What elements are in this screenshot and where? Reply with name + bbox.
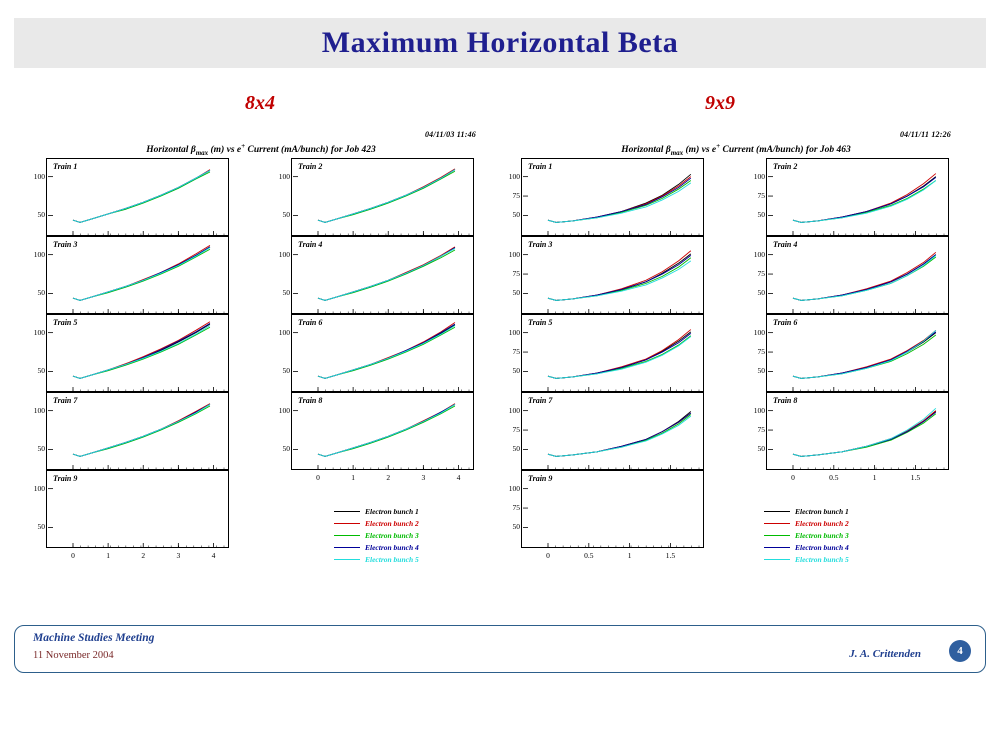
legend-label: Electron bunch 3: [365, 530, 419, 540]
footer-meeting: Machine Studies Meeting: [33, 632, 155, 644]
caption-part-1: Horizontal β: [146, 145, 196, 156]
x-tick-label: 3: [421, 473, 426, 482]
legend-row: [334, 553, 419, 565]
panel-label: Train 8: [298, 396, 323, 405]
plot-panel-train-1[interactable]: [508, 158, 704, 236]
legend-label: Electron bunch 1: [365, 506, 419, 516]
y-tick-label: 75: [512, 425, 520, 435]
panel-canvas: [292, 159, 475, 237]
series-line: [548, 413, 691, 456]
y-tick-label: 100: [278, 171, 290, 181]
legend-line-swatch: [334, 511, 360, 512]
slide-footer: [14, 625, 986, 673]
legend-row: [764, 553, 849, 565]
series-line: [793, 411, 936, 456]
series-line: [318, 169, 455, 223]
panel-label: Train 3: [528, 240, 553, 249]
y-tick-label: 100: [508, 327, 520, 337]
series-line: [318, 404, 455, 456]
y-tick-label: 50: [282, 288, 290, 298]
series-line: [548, 416, 691, 456]
series-line: [318, 170, 455, 223]
caption-part-1: Horizontal β: [621, 145, 671, 156]
panel-label: Train 3: [53, 240, 78, 249]
y-tick-label: 50: [282, 444, 290, 454]
caption-superscript: +: [716, 142, 721, 150]
y-tick-label: 75: [512, 269, 520, 279]
legend-row: [334, 517, 419, 529]
series-line: [318, 250, 455, 300]
y-tick-label: 100: [508, 405, 520, 415]
legend-line-swatch: [764, 547, 790, 548]
y-tick-label: 50: [757, 366, 765, 376]
group-heading-8x4: 8x4: [245, 92, 275, 114]
y-tick-label: 100: [33, 405, 45, 415]
series-line: [73, 247, 210, 301]
panel-label: Train 4: [773, 240, 798, 249]
plot-panel-train-5[interactable]: [33, 314, 229, 392]
series-line: [793, 257, 936, 300]
series-line: [318, 171, 455, 222]
x-tick-label: 0: [546, 551, 550, 560]
page-number-badge: 4: [949, 640, 971, 662]
x-tick-label: 1: [351, 473, 355, 482]
series-line: [318, 406, 455, 456]
series-line: [73, 324, 210, 378]
plot-panel-train-8[interactable]: [278, 392, 474, 482]
series-line: [548, 258, 691, 301]
legend-line-swatch: [334, 523, 360, 524]
series-line: [548, 336, 691, 379]
plot-panel-train-7[interactable]: [508, 392, 704, 470]
series-line: [73, 404, 210, 457]
x-tick-label: 2: [386, 473, 391, 482]
series-line: [793, 332, 936, 379]
x-tick-label: 0.5: [584, 551, 594, 560]
x-tick-label: 1: [627, 551, 632, 560]
series-line: [73, 404, 210, 456]
series-line: [73, 170, 210, 222]
series-line: [793, 330, 936, 378]
caption-subscript: max: [670, 149, 684, 158]
series-line: [548, 251, 691, 301]
series-line: [548, 254, 691, 301]
series-line: [318, 326, 455, 379]
y-tick-label: 50: [37, 366, 45, 376]
panel-canvas: [292, 393, 475, 471]
legend-line-swatch: [334, 535, 360, 536]
plot-panel-train-1[interactable]: [33, 158, 229, 236]
y-tick-label: 75: [757, 191, 765, 201]
figure-timestamp: 04/11/11 12:26: [899, 130, 951, 139]
series-line: [73, 249, 210, 300]
series-line: [73, 406, 210, 456]
panel-canvas: [522, 237, 705, 315]
y-tick-label: 100: [753, 327, 765, 337]
y-tick-label: 50: [282, 366, 290, 376]
series-line: [73, 170, 210, 223]
panel-label: Train 6: [773, 318, 798, 327]
panel-canvas: [522, 393, 705, 471]
series-line: [318, 323, 455, 379]
panel-label: Train 1: [53, 162, 78, 171]
slide-title-banner: [14, 18, 986, 68]
caption-part-2: (m) vs e: [208, 145, 242, 156]
caption-part-2: (m) vs e: [683, 145, 717, 156]
plot-panel-train-9[interactable]: [508, 470, 704, 560]
series-line: [318, 248, 455, 301]
series-line: [73, 322, 210, 379]
legend-label: Electron bunch 2: [365, 518, 419, 528]
y-tick-label: 50: [512, 444, 520, 454]
series-line: [793, 412, 936, 456]
panel-canvas: [292, 237, 475, 315]
panel-label: Train 5: [528, 318, 553, 327]
plot-panel-train-7[interactable]: [33, 392, 229, 470]
series-line: [793, 252, 936, 300]
series-line: [793, 177, 936, 223]
x-tick-label: 0: [791, 473, 795, 482]
footer-author: J. A. Crittenden: [849, 648, 921, 660]
panel-canvas: [47, 315, 230, 393]
legend-row: [764, 505, 849, 517]
panel-canvas: [522, 315, 705, 393]
plot-panel-train-2[interactable]: [278, 158, 474, 236]
y-tick-label: 100: [278, 405, 290, 415]
figure-timestamp: 04/11/03 11:46: [424, 130, 476, 139]
legend-line-swatch: [764, 559, 790, 560]
series-line: [548, 177, 691, 223]
y-tick-label: 100: [278, 249, 290, 259]
y-tick-label: 50: [37, 210, 45, 220]
caption-superscript: +: [241, 142, 246, 150]
legend-8x4: [334, 505, 419, 565]
panel-canvas: [522, 159, 705, 237]
x-tick-label: 3: [176, 551, 181, 560]
x-tick-label: 4: [456, 473, 461, 482]
series-line: [73, 404, 210, 456]
figure-8x4: [33, 130, 476, 590]
y-tick-label: 100: [33, 171, 45, 181]
legend-label: Electron bunch 4: [795, 542, 849, 552]
series-line: [548, 337, 691, 379]
y-tick-label: 50: [757, 288, 765, 298]
series-line: [318, 324, 455, 378]
panel-canvas: [47, 159, 230, 237]
figure-9x9: [508, 130, 951, 590]
series-line: [548, 333, 691, 378]
panel-label: Train 7: [53, 396, 78, 405]
panel-label: Train 1: [528, 162, 553, 171]
y-tick-label: 100: [508, 249, 520, 259]
x-tick-label: 1.5: [910, 473, 921, 482]
series-line: [548, 330, 691, 379]
y-tick-label: 100: [33, 483, 45, 493]
series-line: [73, 245, 210, 300]
series-line: [793, 333, 936, 379]
legend-row: [334, 529, 419, 541]
legend-line-swatch: [764, 523, 790, 524]
y-tick-label: 100: [753, 171, 765, 181]
plot-panel-train-9[interactable]: [33, 470, 229, 560]
plot-panel-train-2[interactable]: [753, 158, 949, 236]
y-tick-label: 75: [757, 347, 765, 357]
caption-part-3: Current (mA/bunch) for Job 463: [720, 145, 851, 156]
y-tick-label: 75: [512, 347, 520, 357]
panel-label: Train 7: [528, 396, 553, 405]
legend-line-swatch: [764, 535, 790, 536]
y-tick-label: 100: [508, 171, 520, 181]
y-tick-label: 50: [282, 210, 290, 220]
panel-label: Train 2: [298, 162, 323, 171]
plot-panel-train-3[interactable]: [33, 236, 229, 314]
plot-panel-train-3[interactable]: [508, 236, 704, 314]
legend-row: [334, 505, 419, 517]
caption-subscript: max: [195, 149, 209, 158]
legend-label: Electron bunch 5: [365, 554, 419, 564]
series-line: [318, 248, 455, 301]
y-tick-label: 100: [278, 327, 290, 337]
legend-row: [334, 541, 419, 553]
x-tick-label: 1: [106, 551, 110, 560]
x-tick-label: 1.5: [665, 551, 676, 560]
panel-label: Train 9: [53, 474, 78, 483]
y-tick-label: 75: [512, 191, 520, 201]
series-line: [793, 174, 936, 223]
y-tick-label: 50: [512, 288, 520, 298]
plot-panel-train-6[interactable]: [753, 314, 949, 392]
legend-row: [764, 517, 849, 529]
series-line: [793, 181, 936, 223]
series-line: [793, 408, 936, 456]
series-line: [318, 404, 455, 456]
legend-label: Electron bunch 3: [795, 530, 849, 540]
series-line: [73, 404, 210, 456]
footer-date: 11 November 2004: [33, 650, 114, 661]
plot-panel-train-5[interactable]: [508, 314, 704, 392]
plot-panel-train-4[interactable]: [278, 236, 474, 314]
series-line: [793, 414, 936, 457]
series-line: [73, 170, 210, 222]
series-line: [548, 255, 691, 300]
series-line: [548, 174, 691, 222]
legend-row: [764, 529, 849, 541]
series-line: [73, 170, 210, 222]
x-tick-label: 0.5: [829, 473, 839, 482]
series-line: [793, 330, 936, 378]
series-line: [793, 255, 936, 301]
panel-label: Train 2: [773, 162, 798, 171]
series-line: [318, 325, 455, 379]
panel-label: Train 4: [298, 240, 323, 249]
y-tick-label: 100: [508, 483, 520, 493]
series-line: [548, 413, 691, 456]
series-line: [318, 247, 455, 301]
panel-canvas: [767, 237, 950, 315]
plot-panel-train-6[interactable]: [278, 314, 474, 392]
y-tick-label: 100: [753, 249, 765, 259]
series-line: [548, 411, 691, 456]
figure-caption: [46, 142, 476, 157]
legend-line-swatch: [334, 559, 360, 560]
series-line: [73, 323, 210, 378]
series-line: [793, 255, 936, 300]
series-line: [793, 335, 936, 378]
panel-label: Train 6: [298, 318, 323, 327]
series-line: [318, 170, 455, 223]
x-tick-label: 1: [872, 473, 877, 482]
series-line: [318, 404, 455, 457]
panel-canvas: [47, 471, 230, 549]
y-tick-label: 50: [512, 522, 520, 532]
y-tick-label: 50: [37, 522, 45, 532]
y-tick-label: 100: [33, 327, 45, 337]
series-line: [548, 181, 691, 223]
legend-row: [764, 541, 849, 553]
legend-label: Electron bunch 1: [795, 506, 849, 516]
panel-canvas: [767, 159, 950, 237]
legend-label: Electron bunch 5: [795, 554, 849, 564]
panel-label: Train 8: [773, 396, 798, 405]
series-line: [548, 183, 691, 223]
y-tick-label: 50: [512, 210, 520, 220]
series-line: [73, 247, 210, 301]
panel-canvas: [767, 393, 950, 471]
figure-caption: [521, 142, 951, 157]
group-heading-9x9: 9x9: [705, 92, 735, 114]
y-tick-label: 75: [757, 269, 765, 279]
x-tick-label: 0: [316, 473, 320, 482]
panel-canvas: [522, 471, 705, 549]
panel-label: Train 9: [528, 474, 553, 483]
series-line: [793, 181, 936, 223]
y-tick-label: 50: [512, 366, 520, 376]
panel-canvas: [47, 237, 230, 315]
x-tick-label: 4: [211, 551, 216, 560]
series-line: [548, 415, 691, 457]
series-line: [793, 177, 936, 222]
y-tick-label: 50: [757, 210, 765, 220]
x-tick-label: 2: [141, 551, 146, 560]
series-line: [73, 172, 210, 222]
series-line: [318, 248, 455, 300]
series-line: [318, 404, 455, 456]
series-line: [73, 248, 210, 301]
y-tick-label: 100: [753, 405, 765, 415]
series-line: [793, 411, 936, 457]
legend-label: Electron bunch 2: [795, 518, 849, 528]
y-tick-label: 50: [37, 444, 45, 454]
y-tick-label: 100: [33, 249, 45, 259]
panel-canvas: [767, 315, 950, 393]
series-line: [793, 255, 936, 301]
series-line: [318, 170, 455, 223]
legend-line-swatch: [764, 511, 790, 512]
legend-9x9: [764, 505, 849, 565]
panel-canvas: [292, 315, 475, 393]
series-line: [548, 178, 691, 222]
plot-panel-train-4[interactable]: [753, 236, 949, 314]
panel-label: Train 5: [53, 318, 78, 327]
y-tick-label: 50: [37, 288, 45, 298]
legend-line-swatch: [334, 547, 360, 548]
plot-panel-train-8[interactable]: [753, 392, 949, 482]
caption-part-3: Current (mA/bunch) for Job 423: [245, 145, 376, 156]
legend-label: Electron bunch 4: [365, 542, 419, 552]
x-tick-label: 0: [71, 551, 75, 560]
panel-canvas: [47, 393, 230, 471]
y-tick-label: 75: [757, 425, 765, 435]
series-line: [548, 332, 691, 379]
series-line: [318, 327, 455, 378]
y-tick-label: 75: [512, 503, 520, 513]
page-title: Maximum Horizontal Beta: [321, 26, 679, 59]
y-tick-label: 50: [757, 444, 765, 454]
